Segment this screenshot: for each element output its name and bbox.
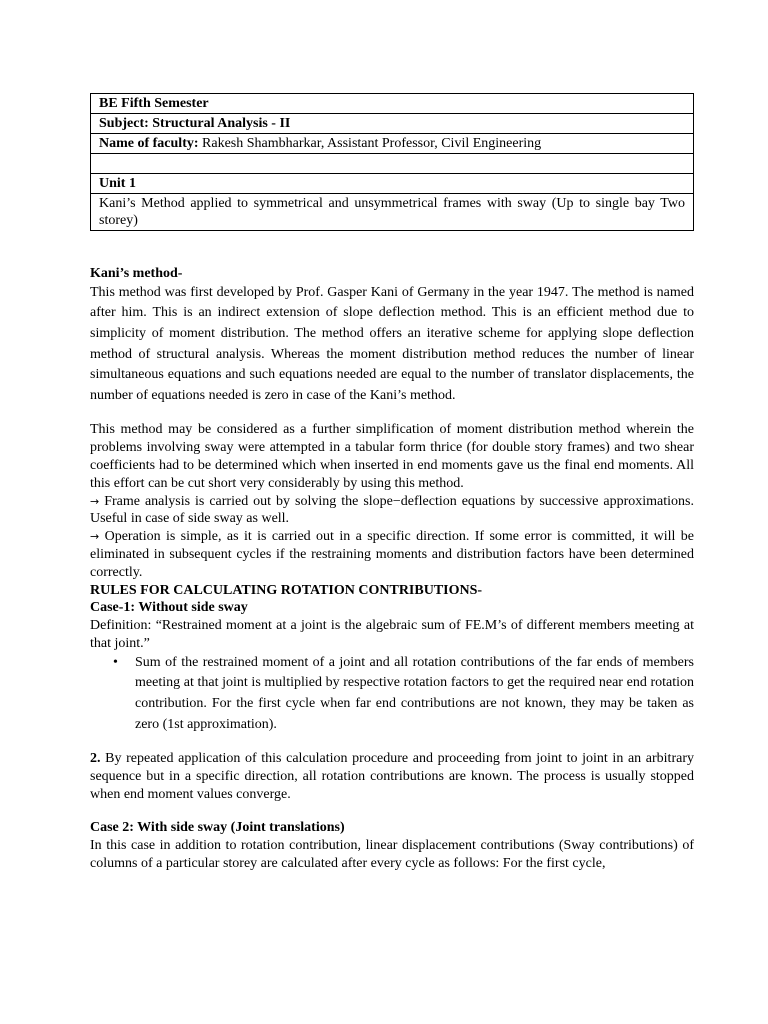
kani-intro-paragraph: This method was first developed by Prof. Gasper Kani of Germany in the year 1947. The method is named after him. This is an indirect extension of slope deflection method. This is an efficient method due to simplicity of moment distribution. The method offers an iterative scheme for applying slope deflection method of structural analysis. Whereas the moment distribution method reduces the number of linear simultaneous equations and such equations needed are equal to the number of translator displacements, the number of equations needed is zero in case of the Kani’s method. <box>90 284 694 403</box>
rules-heading: RULES FOR CALCULATING ROTATION CONTRIBUTIONS- <box>90 582 483 598</box>
faculty-label: Name of faculty: <box>99 136 199 151</box>
faculty-cell <box>91 134 694 154</box>
point-2-paragraph <box>90 750 694 803</box>
faculty-value: Rakesh Shambharkar, Assistant Professor, Civil Engineering <box>198 136 542 151</box>
bullet-icon: • <box>113 654 118 670</box>
list-item <box>113 653 694 735</box>
arrow-point-frame-analysis <box>90 493 694 529</box>
topic-cell: Kani’s Method applied to symmetrical and unsymmetrical frames with sway (Up to single bay Two storey) <box>91 194 694 231</box>
case2-heading: Case 2: With side sway (Joint translations) <box>90 820 345 836</box>
bullet-text: Sum of the restrained moment of a joint and all rotation contributions of the far ends of members meeting at that joint is multiplied by respective rotation factors to get the required near end rotation contribution. For the first cycle when far end contributions are not known, they may be taken as zero (1st approximation). <box>135 654 694 732</box>
kani-simplification-paragraph: This method may be considered as a further simplification of moment distribution method wherein the problems involving sway were attempted in a tabular form thrice (for double story frames) and two shear coefficients had to be determined which when inserted in end moments gave us the final end moments. All this effort can be cut short very considerably by using this method. <box>90 422 694 491</box>
case1-heading: Case-1: Without side sway <box>90 600 248 616</box>
table-row <box>91 154 694 174</box>
unit-cell: Unit 1 <box>91 174 694 194</box>
document-page <box>90 93 694 873</box>
rules-bullet-list <box>90 653 694 735</box>
semester-cell: BE Fifth Semester <box>91 94 694 114</box>
course-info-table <box>90 93 694 231</box>
arrow-icon: → <box>90 494 100 508</box>
point-2-number: 2. <box>90 751 101 767</box>
table-row <box>91 134 694 154</box>
arrow-point-text: Operation is simple, as it is carried out in a specific direction. If some error is committed, it will be eliminated in subsequent cycles if the restraining moments and distribution factors have been determined correctly. <box>90 529 694 580</box>
empty-cell <box>91 154 694 174</box>
table-row <box>91 114 694 134</box>
arrow-point-operation <box>90 528 694 581</box>
kani-method-heading: Kani’s method- <box>90 266 183 281</box>
point-2-text: By repeated application of this calculation procedure and proceeding from joint to joint in an arbitrary sequence but in a specific direction, all rotation contributions are known. The process is usually stopped when end moment values converge. <box>90 751 694 802</box>
arrow-icon: → <box>90 530 100 544</box>
table-row <box>91 94 694 114</box>
subject-cell: Subject: Structural Analysis - II <box>91 114 694 134</box>
case2-paragraph: In this case in addition to rotation contribution, linear displacement contributions (Sway contributions) of columns of a particular storey are calculated after every cycle as follows: For the first cycle, <box>90 838 694 872</box>
definition-paragraph: Definition: “Restrained moment at a joint is the algebraic sum of FE.M’s of different members meeting at that joint.” <box>90 618 694 651</box>
arrow-point-text: Frame analysis is carried out by solving the slope−deflection equations by successive approximations. Useful in case of side sway as well. <box>90 493 694 527</box>
table-row <box>91 194 694 231</box>
table-row <box>91 174 694 194</box>
